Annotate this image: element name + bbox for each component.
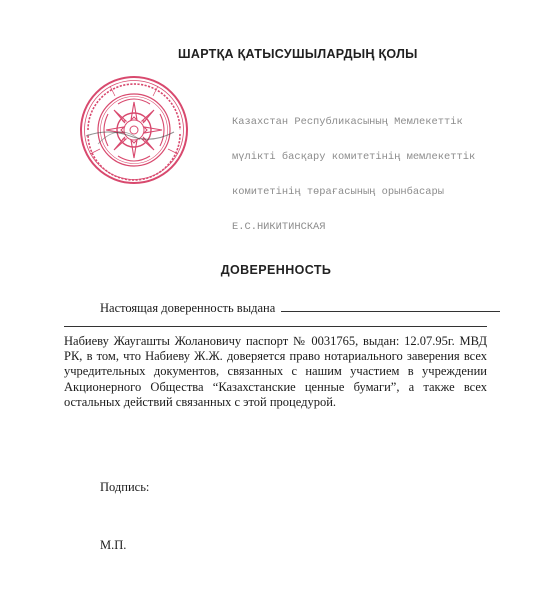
issued-to-blank-line <box>281 300 500 312</box>
stamp-line: мүлiктi басқару комитетiнiң мемлекеттiк <box>232 150 476 163</box>
document-title: ДОВЕРЕННОСТЬ <box>220 263 332 277</box>
stamp-line: Казахстан Республикасының Мемлекеттiк <box>232 116 463 129</box>
issued-to-row <box>100 300 500 316</box>
official-stamp-text <box>232 94 532 256</box>
signatures-heading: ШАРТҚА ҚАТЫСУШЫЛАРДЫҢ ҚОЛЫ <box>178 47 418 61</box>
issued-to-label: Настоящая доверенность выдана <box>100 301 276 315</box>
full-width-rule <box>64 326 487 327</box>
stamp-line: Е.С.НИКИТИНСКАЯ <box>232 220 326 233</box>
document-body: Набиеву Жаугашты Жолановичу паспорт № 0031765, выдан: 12.07.95г. МВД РК, в том, что Набиеву Ж.Ж. доверяется право нотариального заверения всех учредительных документов, связанных с нашим участием в учреждении Акционерного Общества “Казахстанские ценные бумаги”, а также всех остальных действий связанных с этой процедурой. <box>64 334 487 409</box>
stamp-line: комитетiнiң төрағасының орынбасары <box>232 185 445 198</box>
signature-label: Подпись: <box>100 480 150 494</box>
official-seal <box>78 74 190 186</box>
seal-place-label: М.П. <box>100 538 127 552</box>
